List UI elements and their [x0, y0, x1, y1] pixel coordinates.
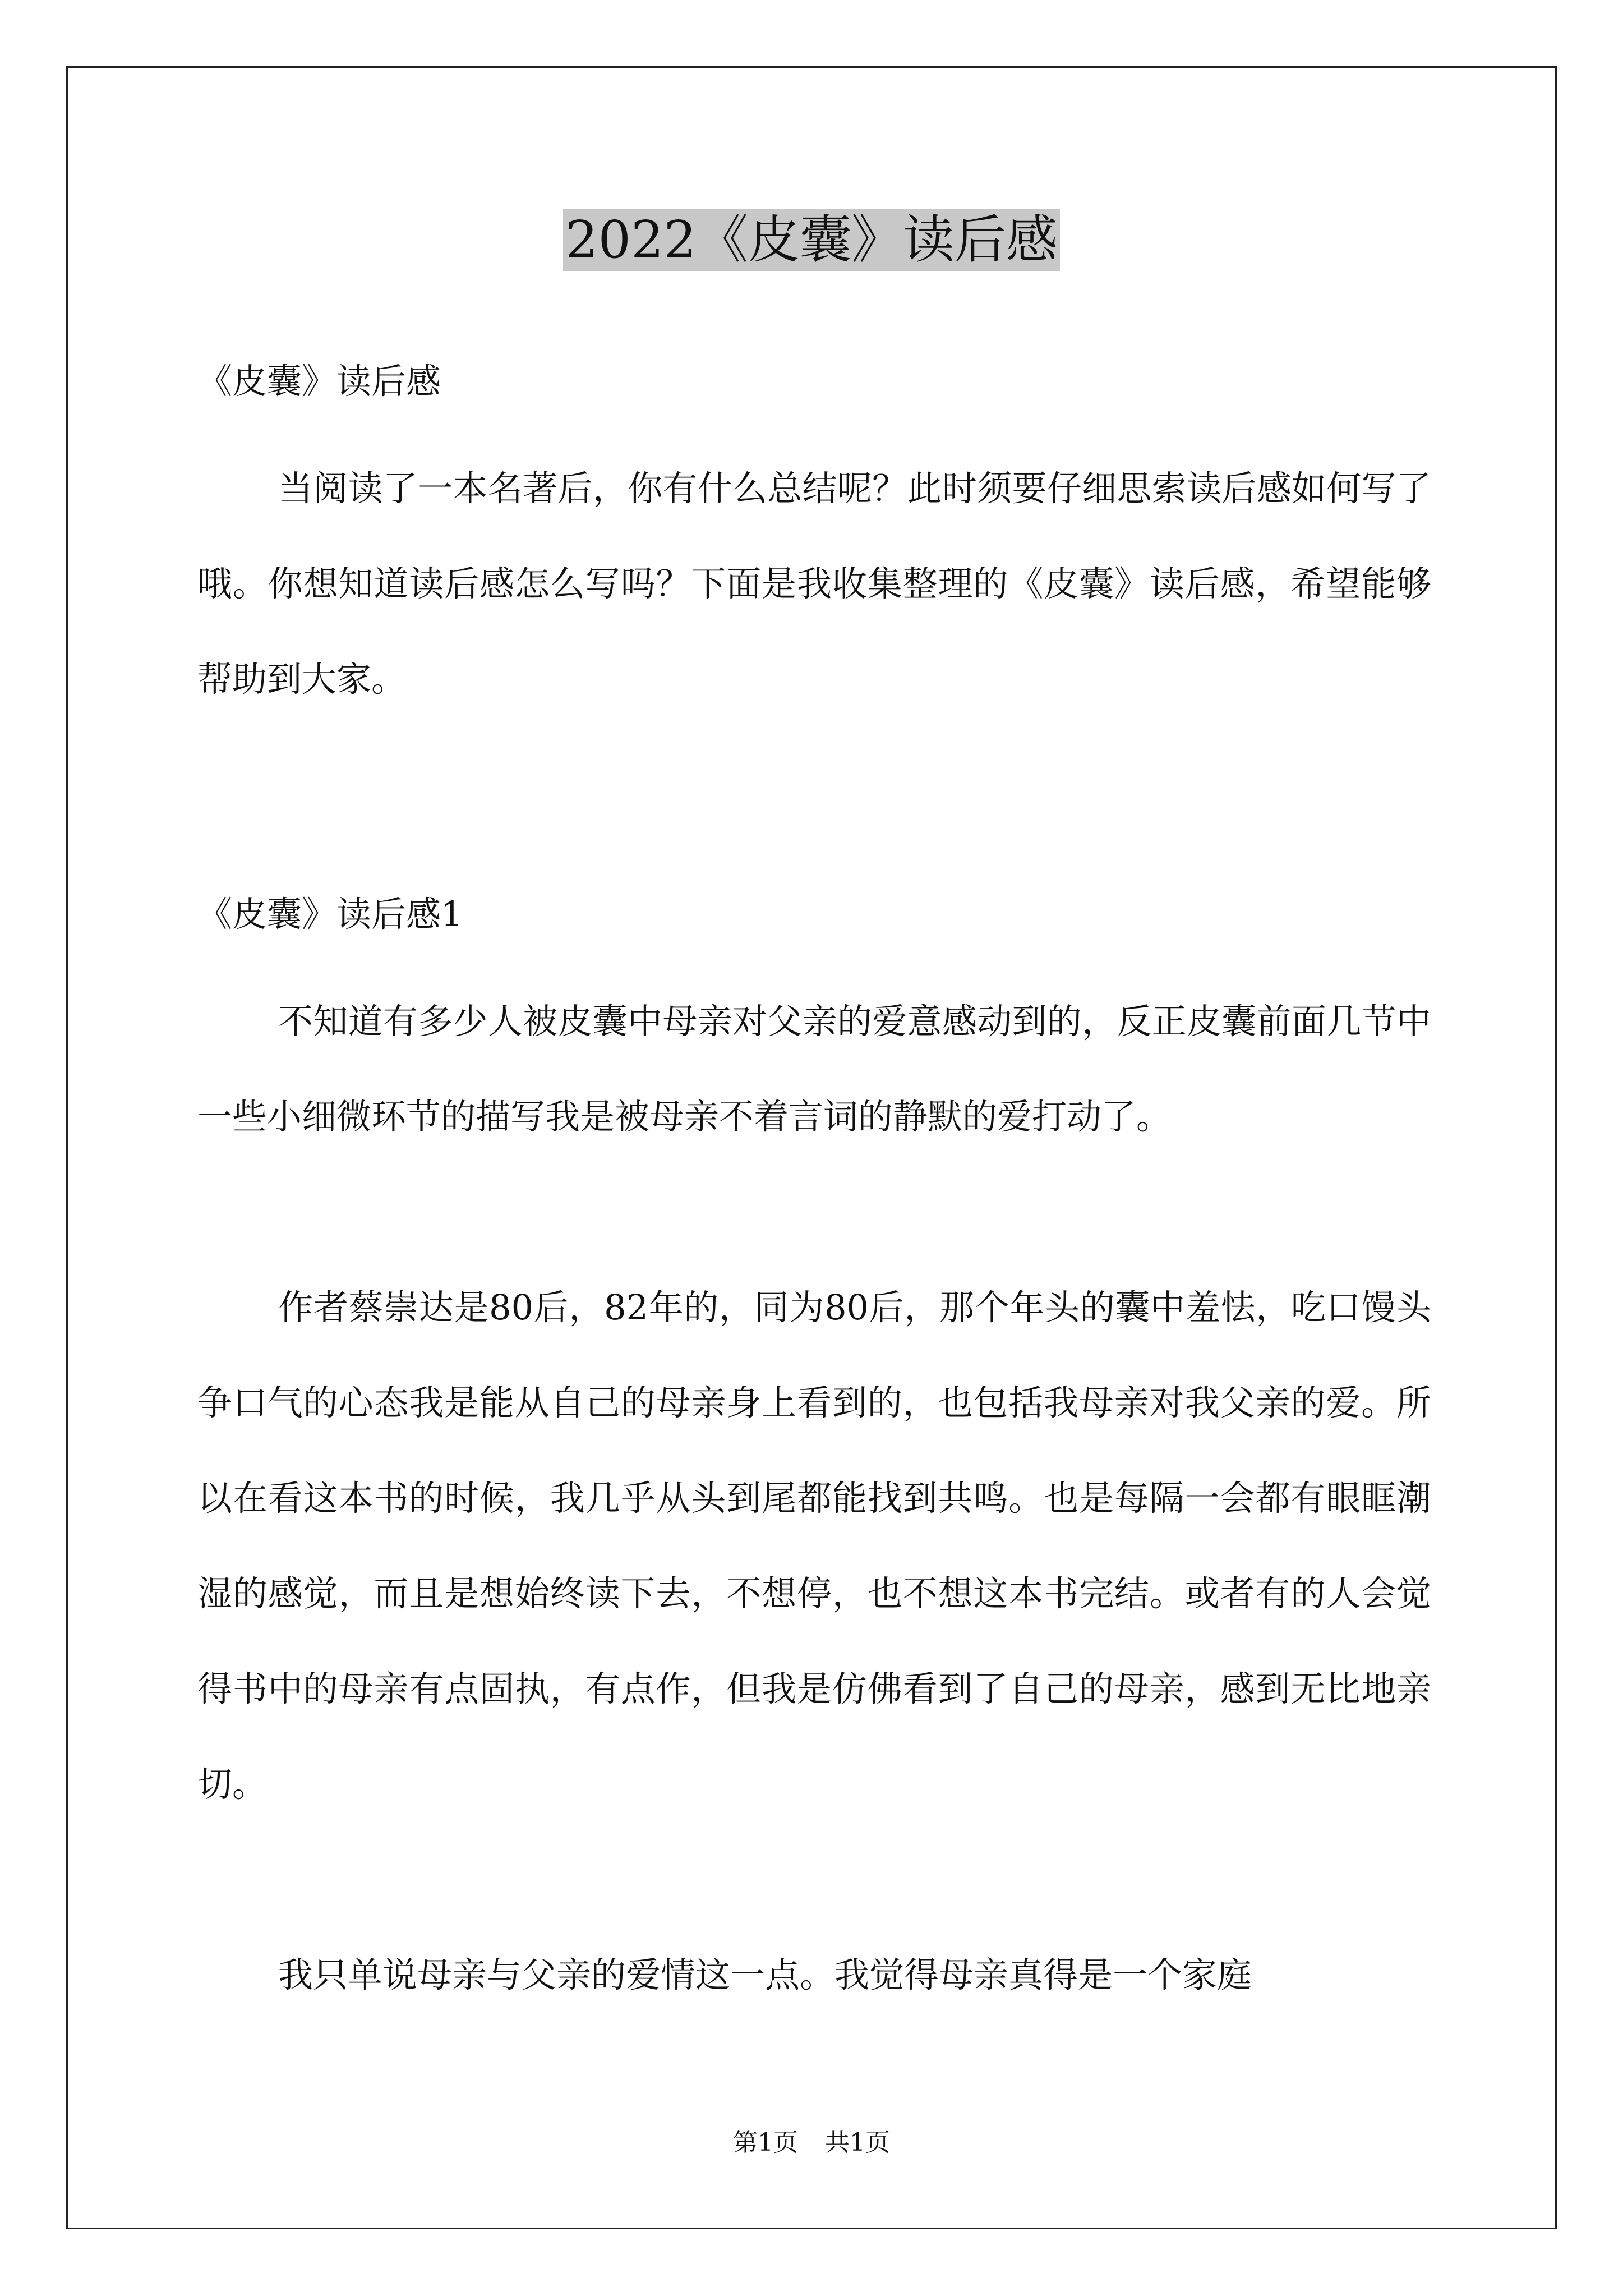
body-paragraph-1: 不知道有多少人被皮囊中母亲对父亲的爱意感动到的，反正皮囊前面几节中一些小细微环节的描写我是被母亲不着言词的静默的爱打动了。 — [197, 1001, 1431, 1137]
page-number: 第1页 — [733, 2128, 798, 2157]
body-paragraph-3: 我只单说母亲与父亲的爱情这一点。我觉得母亲真得是一个家庭 — [278, 1954, 1252, 1995]
section-heading-1: 《皮囊》读后感1 — [197, 894, 463, 935]
document-title — [0, 206, 1623, 274]
page-total: 共1页 — [825, 2128, 890, 2157]
page-footer — [0, 2126, 1623, 2160]
subtitle: 《皮囊》读后感 — [197, 361, 441, 402]
title-text: 2022《皮囊》读后感 — [563, 209, 1060, 271]
intro-paragraph: 当阅读了一本名著后，你有什么总结呢？此时须要仔细思索读后感如何写了哦。你想知道读后感怎么写吗？下面是我收集整理的《皮囊》读后感，希望能够帮助到大家。 — [197, 468, 1431, 700]
body-paragraph-2: 作者蔡崇达是80后，82年的，同为80后，那个年头的囊中羞怯，吃口馒头争口气的心态我是能从自己的母亲身上看到的，也包括我母亲对我父亲的爱。所以在看这本书的时候，我几乎从头到尾都能找到共鸣。也是每隔一会都有眼眶潮湿的感觉，而且是想始终读下去，不想停，也不想这本书完结。或者有的人会觉得书中的母亲有点固执，有点作，但我是仿佛看到了自己的母亲，感到无比地亲切。 — [197, 1287, 1431, 1805]
